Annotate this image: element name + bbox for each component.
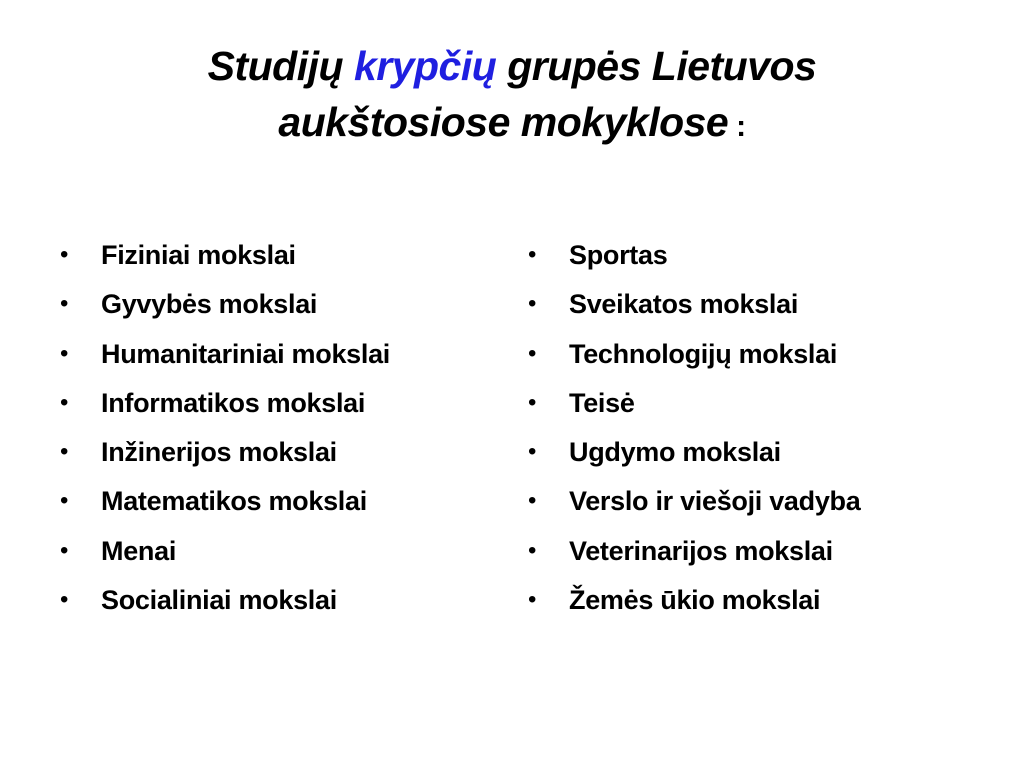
list-item-label: Inžinerijos mokslai	[101, 437, 337, 468]
bullet-icon: •	[528, 438, 537, 466]
slide-title	[60, 38, 964, 155]
bullet-icon: •	[60, 536, 69, 564]
list-item-label: Gyvybės mokslai	[101, 289, 318, 320]
bullet-icon: •	[528, 487, 537, 515]
bullet-icon: •	[60, 388, 69, 416]
bullet-icon: •	[528, 388, 537, 416]
bullet-icon: •	[60, 586, 69, 614]
title-part-1: Studijų	[207, 43, 354, 89]
list-item-label: Technologijų mokslai	[569, 338, 838, 369]
title-line-2	[60, 94, 964, 155]
list-item-label: Socialiniai mokslai	[101, 585, 337, 616]
list-item-label: Ugdymo mokslai	[569, 437, 781, 468]
list-item-label: Verslo ir viešoji vadyba	[569, 486, 861, 517]
bullet-icon: •	[60, 339, 69, 367]
bullet-icon: •	[60, 487, 69, 515]
bullet-icon: •	[60, 290, 69, 318]
list-item-label: Fiziniai mokslai	[101, 240, 296, 270]
bullet-icon: •	[528, 290, 537, 318]
bullet-icon: •	[60, 438, 69, 466]
title-colon: :	[728, 110, 746, 143]
list-item-label: Sveikatos mokslai	[569, 289, 799, 320]
list-item-label: Teisė	[569, 387, 635, 418]
title-part-2: grupės Lietuvos	[496, 43, 817, 89]
list-item-label: Humanitariniai mokslai	[101, 338, 390, 369]
title-accent-word: krypčių	[353, 43, 497, 89]
list-item-label: Žemės ūkio mokslai	[569, 585, 821, 616]
list-item-label: Informatikos mokslai	[101, 387, 366, 418]
list-item-label: Veterinarijos mokslai	[569, 535, 833, 566]
bullet-icon: •	[528, 339, 537, 367]
bullet-icon: •	[528, 536, 537, 564]
bullet-icon: •	[528, 586, 537, 614]
list-item-label: Matematikos mokslai	[101, 486, 367, 517]
list-item-label: Menai	[101, 535, 177, 566]
list-item-label: Sportas	[569, 240, 668, 270]
title-line-2-text: aukštosiose mokyklose	[278, 99, 729, 145]
title-line-1	[60, 38, 964, 94]
bullet-icon: •	[528, 241, 537, 268]
bullet-icon: •	[60, 241, 69, 268]
